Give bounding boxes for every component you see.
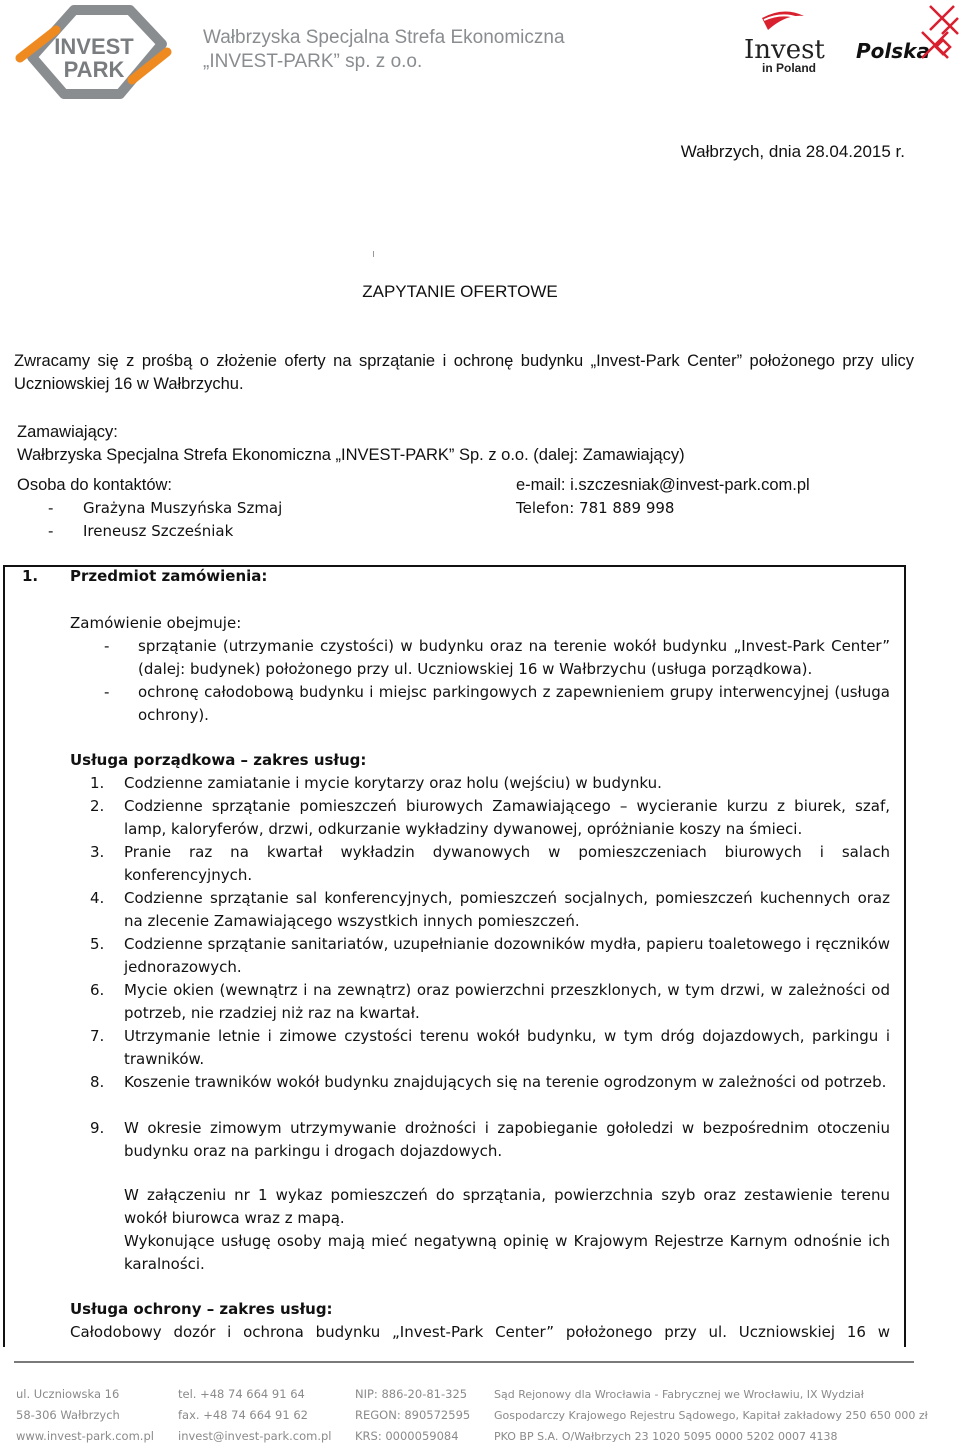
contact-phone: Telefon: 781 889 998 <box>516 499 675 517</box>
intro-paragraph: Zwracamy się z prośbą o złożenie oferty na sprzątanie i ochronę budynku „Invest-Park Center” położonego przy ulicy Uczniowskiej 16 w Wałbrzychu. <box>14 352 914 393</box>
footer-krs: KRS: 0000059084 <box>355 1429 459 1443</box>
dash-bullet: - <box>104 683 110 701</box>
cleaning-item-text: Mycie okien (wewnątrz i na zewnątrz) oraz powierzchni przeszklonych, w tym drzwi, w zależności od potrzeb, nie rzadziej niż raz na kwartał. <box>124 981 890 1022</box>
iip-invest: Invest <box>744 35 825 65</box>
footer-contact <box>178 1384 331 1447</box>
footer-divider <box>14 1361 914 1363</box>
item-number: 8. <box>90 1073 105 1091</box>
item-number: 1. <box>90 774 105 792</box>
cleaning-item <box>70 795 890 841</box>
cleaning-item-text: Koszenie trawników wokół budynku znajdujących się na terenie ogrodzonym w zależności od potrzeb. <box>124 1073 887 1091</box>
contact-email: e-mail: i.szczesniak@invest-park.com.pl <box>516 476 810 494</box>
footer-regon: REGON: 890572595 <box>355 1408 471 1422</box>
item-number: 9. <box>90 1119 105 1137</box>
footer-fax: fax. +48 74 664 91 62 <box>178 1408 308 1422</box>
cleaning-item-text: Codzienne sprzątanie sanitariatów, uzupełnianie dozowników mydła, papieru toaletowego i ręczników jednorazowych. <box>124 935 890 976</box>
polska-text: Polska <box>856 39 930 63</box>
cleaning-item <box>70 1025 890 1071</box>
contact-person-2-dash: - <box>48 522 54 540</box>
scope-list <box>70 635 890 727</box>
item-number: 3. <box>90 843 105 861</box>
security-text: Całodobowy dozór i ochrona budynku „Invest-Park Center” położonego przy ul. Uczniowskiej 16 w <box>70 1323 890 1341</box>
note-1: W załączeniu nr 1 wykaz pomieszczeń do sprzątania, powierzchnia szyb oraz zestawienie terenu wokół biurowca wraz z mapą. <box>124 1186 890 1227</box>
scope-item-text: ochronę całodobową budynku i miejsc parkingowych z zapewnieniem grupy interwencyjnej (usługa ochrony). <box>138 683 890 724</box>
cleaning-list <box>70 772 890 1162</box>
section-number: 1. <box>22 567 39 585</box>
footer-address <box>16 1384 154 1447</box>
footer-bank: PKO BP S.A. O/Wałbrzych 23 1020 5095 0000 5202 0007 4138 <box>494 1430 838 1443</box>
footer-court-line1: Sąd Rejonowy dla Wrocławia - Fabrycznej we Wrocławiu, IX Wydział <box>494 1388 864 1401</box>
logo-line1: INVEST <box>54 34 134 59</box>
document-date: Wałbrzych, dnia 28.04.2015 r. <box>680 142 905 161</box>
cleaning-item-text: Codzienne zamiatanie i mycie korytarzy oraz holu (wejściu) w budynku. <box>124 774 662 792</box>
cleaning-item-text: Utrzymanie letnie i zimowe czystości terenu wokół budynku, w tym dróg dojazdowych, parkingu i trawników. <box>124 1027 890 1068</box>
invest-in-poland-logo <box>742 8 826 76</box>
company-line1: Wałbrzyska Specjalna Strefa Ekonomiczna <box>203 27 565 48</box>
note <box>70 1184 890 1230</box>
cleaning-item-text: W okresie zimowym utrzymywanie drożności i zapobieganie gołoledzi w bezpośrednim otoczeniu budynku oraz na parkingu i drogach dojazdowych. <box>124 1119 890 1160</box>
cleaning-item <box>70 979 890 1025</box>
cleaning-item <box>70 887 890 933</box>
logo-line2: PARK <box>63 57 125 82</box>
section-title: Przedmiot zamówienia: <box>70 567 268 585</box>
contacts-label: Osoba do kontaktów: <box>17 476 173 494</box>
item-number: 6. <box>90 981 105 999</box>
invest-park-logo <box>12 2 174 102</box>
footer-court-line2: Gospodarczy Krajowego Rejestru Sądowego, Kapitał zakładowy 250 650 000 zł <box>494 1409 928 1422</box>
stray-mark <box>373 251 374 257</box>
cleaning-item <box>70 772 890 795</box>
item-number: 2. <box>90 797 105 815</box>
note-2: Wykonujące usługę osoby mają mieć negatywną opinię w Krajowym Rejestrze Karnym odnośnie ich karalności. <box>124 1232 890 1273</box>
company-name <box>203 26 565 74</box>
scope-label: Zamówienie obejmuje: <box>70 614 242 632</box>
polska-logo <box>852 2 960 74</box>
footer-website: www.invest-park.com.pl <box>16 1429 154 1443</box>
client-label: Zamawiający: <box>17 423 118 441</box>
cleaning-item <box>70 1117 890 1163</box>
cleaning-item <box>70 933 890 979</box>
note <box>70 1230 890 1276</box>
notes <box>70 1184 890 1276</box>
cleaning-heading: Usługa porządkowa – zakres usług: <box>70 751 367 769</box>
dash-bullet: - <box>104 637 110 655</box>
contact-person-1: Grażyna Muszyńska Szmaj <box>83 499 283 517</box>
scope-item <box>70 635 890 681</box>
security-heading: Usługa ochrony – zakres usług: <box>70 1300 333 1318</box>
iip-in-poland: in Poland <box>762 61 816 75</box>
footer-city: 58-306 Wałbrzych <box>16 1408 120 1422</box>
client-name: Wałbrzyska Specjalna Strefa Ekonomiczna „INVEST-PARK” Sp. z o.o. (dalej: Zamawiający) <box>17 446 685 464</box>
cleaning-item <box>70 841 890 887</box>
cleaning-item <box>70 1071 890 1094</box>
document-title: ZAPYTANIE OFERTOWE <box>362 282 558 301</box>
item-number: 7. <box>90 1027 105 1045</box>
item-number: 4. <box>90 889 105 907</box>
footer-phone: tel. +48 74 664 91 64 <box>178 1387 305 1401</box>
scope-item-text: sprzątanie (utrzymanie czystości) w budynku oraz na terenie wokół budynku „Invest-Park Center” (dalej: budynek) położonego przy ul. Uczniowskiej 16 w Wałbrzychu (usługa porządkowa). <box>138 637 890 678</box>
footer-email: invest@invest-park.com.pl <box>178 1429 332 1443</box>
footer-court <box>494 1384 928 1447</box>
footer-nip: NIP: 886-20-81-325 <box>355 1387 468 1401</box>
cleaning-item-text: Pranie raz na kwartał wykładzin dywanowych w pomieszczeniach biurowych i salach konferencyjnych. <box>124 843 890 884</box>
footer-street: ul. Uczniowska 16 <box>16 1387 120 1401</box>
cleaning-item-text: Codzienne sprzątanie sal konferencyjnych, pomieszczeń socjalnych, pomieszczeń kuchennych oraz na zlecenie Zamawiającego wszystkich innych pomieszczeń. <box>124 889 890 930</box>
company-line2: „INVEST-PARK” sp. z o.o. <box>203 51 423 72</box>
scope-item <box>70 681 890 727</box>
cleaning-item-text: Codzienne sprzątanie pomieszczeń biurowych Zamawiającego – wycieranie kurzu z biurek, szaf, lamp, kaloryferów, drzwi, odkurzanie wykładziny dywanowej, opróżnianie koszy na śmieci. <box>124 797 890 838</box>
contact-person-1-dash: - <box>48 499 54 517</box>
item-number: 5. <box>90 935 105 953</box>
footer-registry <box>355 1384 470 1447</box>
contact-person-2: Ireneusz Szcześniak <box>83 522 234 540</box>
